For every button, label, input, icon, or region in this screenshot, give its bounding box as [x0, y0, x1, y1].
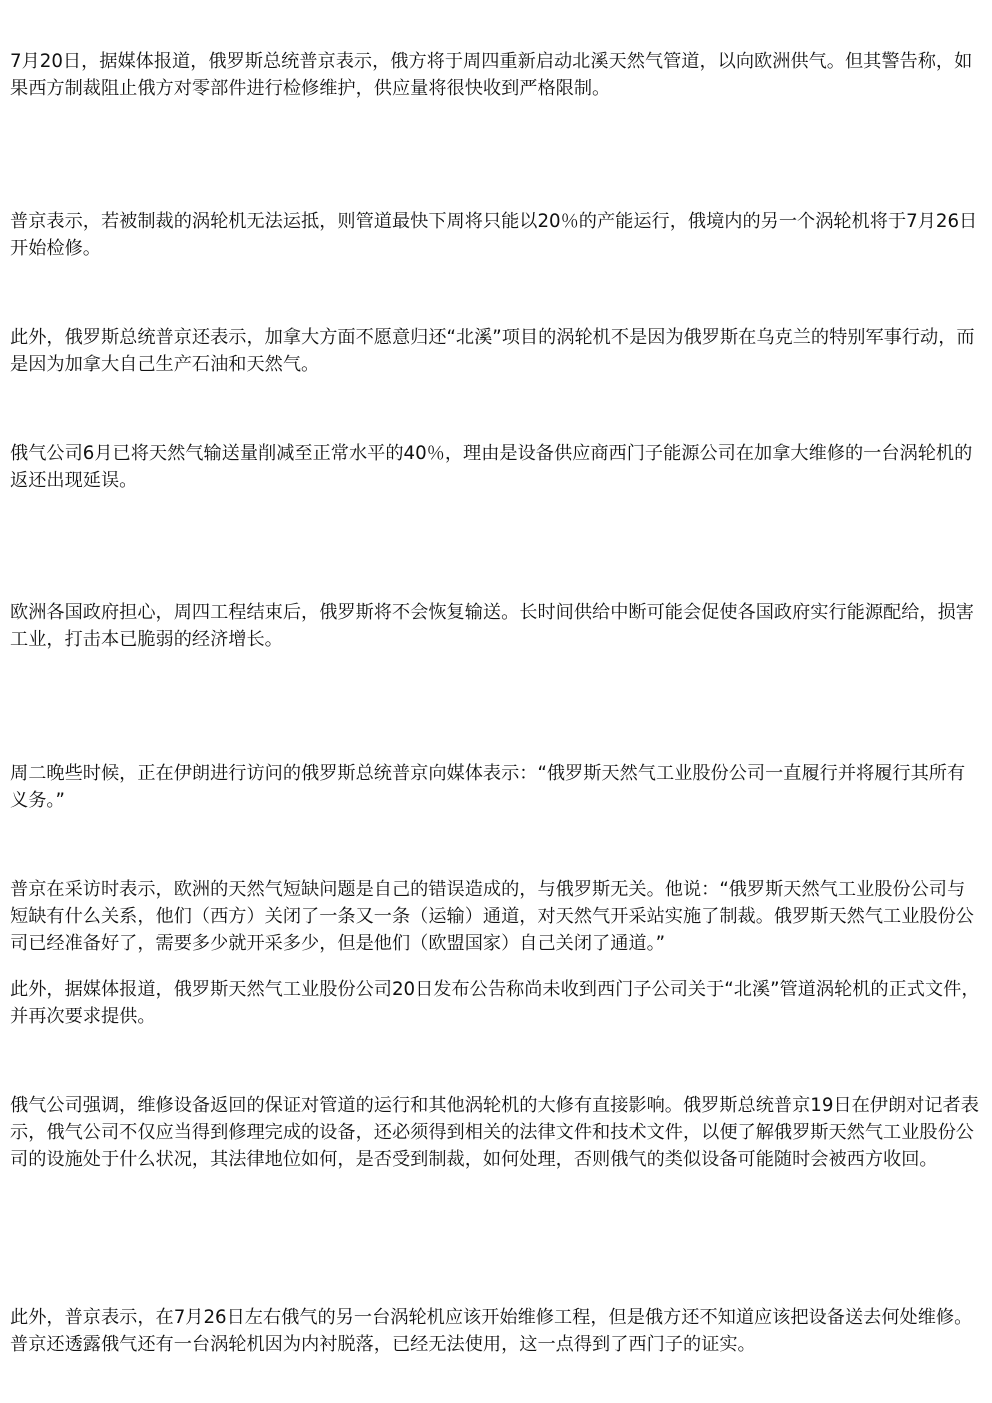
paragraph-another-turbine: 此外，普京表示，在7月26日左右俄气的另一台涡轮机应该开始维修工程，但是俄方还不知道应该把设备送去何处维修。普京还透露俄气还有一台涡轮机因为内衬脱落，已经无法使用，这一点得到了西门子的证实。 [10, 1307, 973, 1355]
paragraph-siemens-documents: 此外，据媒体报道，俄罗斯天然气工业股份公司20日发布公告称尚未收到西门子公司关于“北溪”管道涡轮机的正式文件，并再次要求提供。 [10, 979, 980, 1027]
paragraph-europe-concern: 欧洲各国政府担心，周四工程结束后，俄罗斯将不会恢复输送。长时间供给中断可能会促使各国政府实行能源配给，损害工业，打击本已脆弱的经济增长。 [10, 602, 974, 650]
paragraph-canada-turbine: 此外，俄罗斯总统普京还表示，加拿大方面不愿意归还“北溪”项目的涡轮机不是因为俄罗斯在乌克兰的特别军事行动，而是因为加拿大自己生产石油和天然气。 [10, 327, 975, 375]
paragraph-turbine-capacity: 普京表示，若被制裁的涡轮机无法运抵，则管道最快下周将只能以20％的产能运行，俄境内的另一个涡轮机将于7月26日开始检修。 [10, 211, 978, 259]
paragraph-putin-iran-statement: 周二晚些时候，正在伊朗进行访问的俄罗斯总统普京向媒体表示：“俄罗斯天然气工业股份公司一直履行并将履行其所有义务。” [10, 763, 966, 811]
paragraph-europe-shortage: 普京在采访时表示，欧洲的天然气短缺问题是自己的错误造成的，与俄罗斯无关。他说：“俄罗斯天然气工业股份公司与短缺有什么关系，他们（西方）关闭了一条又一条（运输）通道，对天然气开采站实施了制裁。俄罗斯天然气工业股份公司已经准备好了，需要多少就开采多少，但是他们（欧盟国家）自己关闭了通道。” [10, 879, 974, 954]
paragraph-gazprom-cut: 俄气公司6月已将天然气输送量削减至正常水平的40％，理由是设备供应商西门子能源公司在加拿大维修的一台涡轮机的返还出现延误。 [10, 443, 973, 491]
paragraph-restart-pipeline: 7月20日，据媒体报道，俄罗斯总统普京表示，俄方将于周四重新启动北溪天然气管道，以向欧洲供气。但其警告称，如果西方制裁阻止俄方对零部件进行检修维护，供应量将很快收到严格限制。 [10, 51, 973, 99]
paragraph-maintenance-guarantee: 俄气公司强调，维修设备返回的保证对管道的运行和其他涡轮机的大修有直接影响。俄罗斯总统普京19日在伊朗对记者表示，俄气公司不仅应当得到修理完成的设备，还必须得到相关的法律文件和技术文件，以便了解俄罗斯天然气工业股份公司的设施处于什么状况，其法律地位如何，是否受到制裁，如何处理，否则俄气的类似设备可能随时会被西方收回。 [10, 1095, 979, 1170]
